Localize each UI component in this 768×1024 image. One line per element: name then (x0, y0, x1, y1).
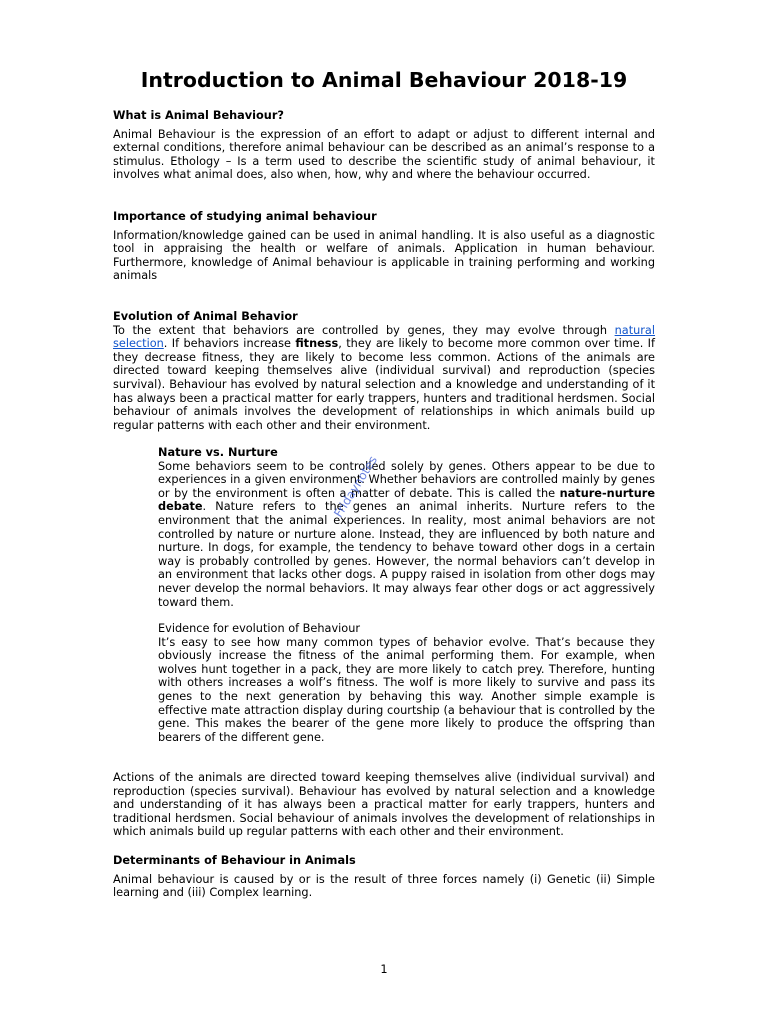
section-heading: What is Animal Behaviour? (113, 109, 284, 122)
section-body: Actions of the animals are directed toward keeping themselves alive (individual survival) and reproduction (species survival). Behaviour has evolved by natural selection and a knowledge and understanding of it has always been a practical matter for early trappers, hunters and traditional herdsmen. Social behaviour of animals involves the development of relationships in which animals build up regular patterns with each other and their environment. (113, 771, 655, 839)
section-heading: Nature vs. Nurture (158, 446, 278, 459)
section-evidence (158, 622, 655, 744)
section-determinants (113, 854, 655, 900)
body-text: , they are likely to become more common over time. If they decrease fitness, they are likely to become less common. Actions of the animals are directed toward keeping themselves alive (individual survival) and reproduction (species survival). Behaviour has evolved by natural selection and a knowledge and understanding of it has always been a practical matter for early trappers, hunters and traditional herdsmen. Social behaviour of animals involves the development of relationships in which animals build up regular patterns with each other and their environment. (113, 337, 655, 432)
nature-nurture-term: nature-nurture debate (158, 486, 655, 514)
watermark: Fridaynotes (331, 453, 380, 520)
body-text: . If behaviors increase (163, 337, 296, 351)
body-text: To the extent that behaviors are controlled by genes, they may evolve through (113, 323, 615, 337)
natural-selection-link[interactable]: natural selection (113, 323, 655, 351)
document-title: Introduction to Animal Behaviour 2018-19 (140, 68, 628, 92)
section-body: It’s easy to see how many common types of behavior evolve. That’s because they obviously increase the fitness of the animal performing them. For example, when wolves hunt together in a pack, they are more likely to catch prey. Therefore, hunting with others increases a wolf’s fitness. The wolf is more likely to survive and pass its genes to the next generation by behaving this way. Another simple example is effective mate attraction display during courtship (a behaviour that is controlled by the gene. This makes the bearer of the gene more likely to produce the offspring than bearers of the different gene. (158, 635, 655, 744)
section-body (158, 460, 655, 610)
section-body: Animal Behaviour is the expression of an effort to adapt or adjust to different internal and external conditions, therefore animal behaviour can be described as an animal’s response to a stimulus. Ethology – Is a term used to describe the scientific study of animal behaviour, it involves what animal does, also when, how, why and where the behaviour occurred. (113, 127, 655, 182)
body-text: . Nature refers to the genes an animal inherits. Nurture refers to the environment that the animal experiences. In reality, most animal behaviors are not controlled by nature or nurture alone. Instead, they are influenced by both nature and nurture. In dogs, for example, the tendency to behave toward other dogs in a certain way is probably controlled by genes. However, the normal behaviors can’t develop in an environment that lacks other dogs. A puppy raised in isolation from other dogs may never develop the normal behaviors. It may always fear other dogs or act aggressively toward them. (158, 500, 655, 609)
section-heading: Importance of studying animal behaviour (113, 210, 377, 223)
section-nature-vs-nurture (158, 446, 655, 609)
section-importance (113, 210, 655, 283)
section-heading: Evidence for evolution of Behaviour (158, 622, 360, 635)
section-heading: Evolution of Animal Behavior (113, 310, 298, 323)
body-text: Some behaviors seem to be controlled solely by genes. Others appear to be due to experiences in a given environment. Whether behaviors are controlled mainly by genes or by the environment is often a matter of debate. This is called the (158, 459, 655, 500)
section-body: Information/knowledge gained can be used in animal handling. It is also useful as a diagnostic tool in appraising the health or welfare of animals. Application in human behaviour. Furthermore, knowledge of Animal behaviour is applicable in training performing and working animals (113, 228, 655, 283)
page-number: 1 (380, 963, 388, 976)
section-what-is-animal-behaviour (113, 109, 655, 182)
section-body: Animal behaviour is caused by or is the result of three forces namely (i) Genetic (ii) Simple learning and (iii) Complex learning. (113, 872, 655, 900)
section-heading: Determinants of Behaviour in Animals (113, 854, 356, 867)
fitness-term: fitness (295, 337, 339, 351)
section-actions (113, 771, 655, 839)
section-evolution (113, 310, 655, 432)
section-body (113, 324, 655, 433)
